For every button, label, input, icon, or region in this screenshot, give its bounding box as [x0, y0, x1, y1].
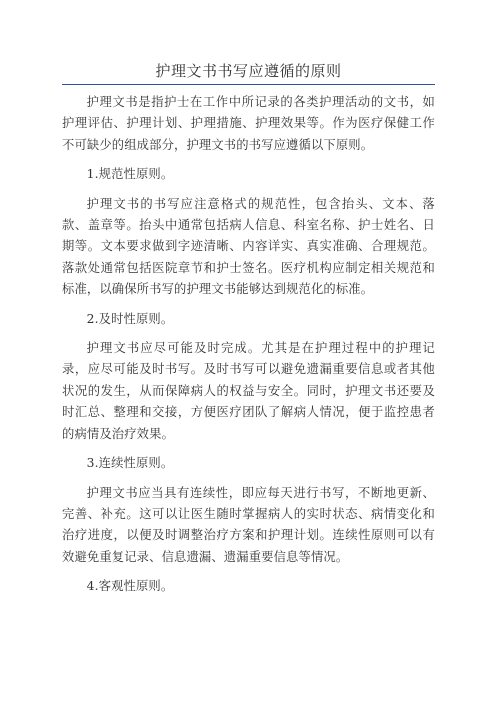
title-underline — [62, 84, 435, 85]
section-heading-3: 3.连续性原则。 — [86, 456, 174, 471]
document-title: 护理文书书写应遵循的原则 — [155, 62, 342, 80]
section-paragraph-1: 护理文书的书写应注意格式的规范性，包含抬头、文本、落款、盖章等。抬头中通常包括病人信息、科室名称、护士姓名、日期等。文本要求做到字迹清晰、内容详实、真实准确、合理规范。落款处通常包括医院章节和护士签名。医疗机构应制定相关规范和标准，以确保所书写的护理文书能够达到规范化的标准。 — [62, 196, 435, 297]
title-container — [62, 60, 435, 82]
section-heading-4: 4.客观性原则。 — [86, 579, 174, 594]
document-body — [62, 92, 435, 606]
section-heading-1: 1.规范性原则。 — [86, 167, 174, 182]
section-heading-2: 2.及时性原则。 — [86, 311, 174, 326]
intro-paragraph: 护理文书是指护士在工作中所记录的各类护理活动的文书，如护理评估、护理计划、护理措施、护理效果等。作为医疗保健工作不可缺少的组成部分，护理文书的书写应遵循以下原则。 — [62, 95, 435, 152]
section-paragraph-2: 护理文书应尽可能及时完成。尤其是在护理过程中的护理记录，应尽可能及时书写。及时书写可以避免遗漏重要信息或者其他状况的发生，从而保障病人的权益与安全。同时，护理文书还要及时汇总、整理和交接，方便医疗团队了解病人情况，便于监控患者的病情及治疗效果。 — [62, 341, 435, 441]
section-paragraph-3: 护理文书应当具有连续性，即应每天进行书写，不断地更新、完善、补充。这可以让医生随时掌握病人的实时状态、病情变化和治疗进度，以便及时调整治疗方案和护理计划。连续性原则可以有效避免重复记录、信息遗漏、遗漏重要信息等情况。 — [62, 485, 435, 564]
